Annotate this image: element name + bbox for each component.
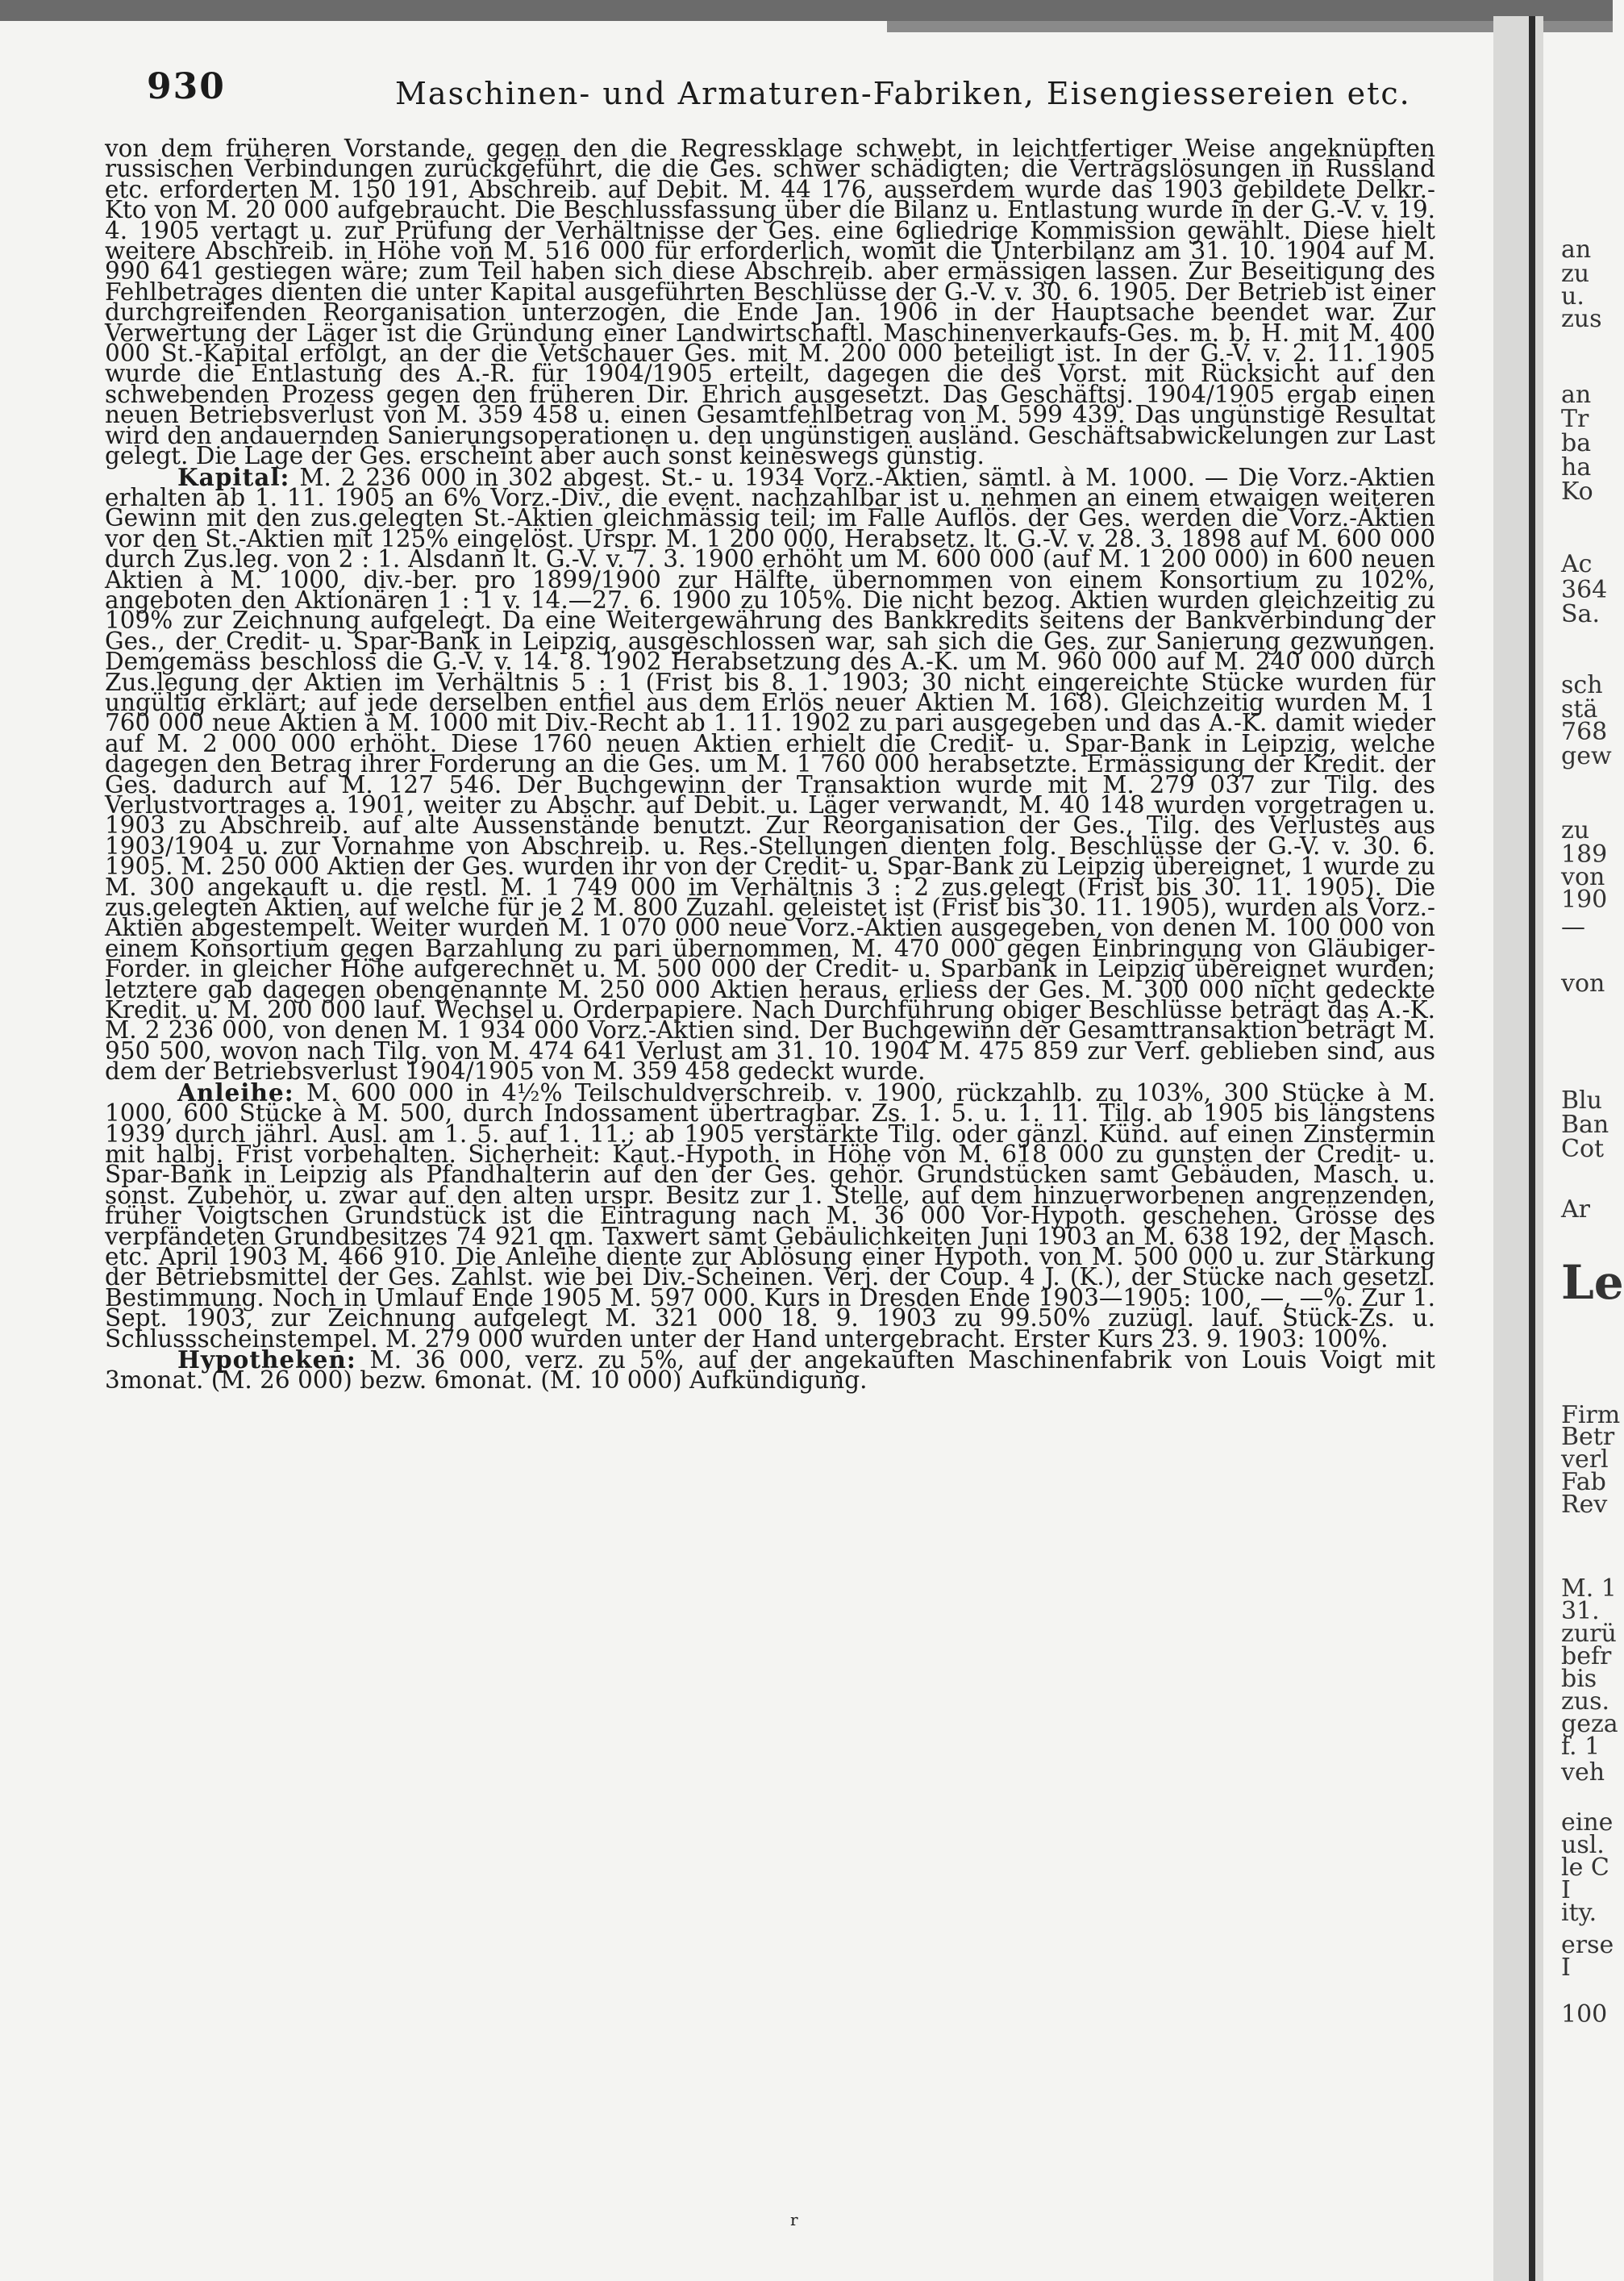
- adjacent-fragment: geza: [1561, 1710, 1618, 1738]
- adjacent-fragment: 768: [1561, 718, 1608, 746]
- adjacent-fragment: eine: [1561, 1808, 1614, 1837]
- adjacent-fragment: le C: [1561, 1854, 1609, 1882]
- kapital-label: Kapital:: [177, 462, 290, 491]
- adjacent-fragment: Tr: [1561, 405, 1589, 433]
- adjacent-fragment: sch: [1561, 671, 1603, 699]
- adjacent-fragment: Ac: [1561, 550, 1593, 578]
- document-page: [105, 48, 1435, 2258]
- hypotheken-text: M. 36 000, verz. zu 5%, auf der angekauften Maschinenfabrik von Louis Voigt mit 3monat. (M. 26 000) bezw. 6monat. (M. 10 000) Aufkündigung.: [105, 1345, 1435, 1395]
- adjacent-fragment: Sa.: [1561, 600, 1600, 628]
- page-number: 930: [147, 66, 226, 107]
- adjacent-fragment: 189: [1561, 840, 1608, 869]
- adjacent-fragment: erse: [1561, 1931, 1614, 1959]
- adjacent-fragment: ha: [1561, 453, 1592, 482]
- page-header: [105, 48, 1435, 121]
- book-gutter: [1493, 16, 1543, 2281]
- adjacent-fragment: Ban: [1561, 1111, 1609, 1139]
- scan-edge-top: [0, 0, 1613, 21]
- adjacent-fragment: Rev: [1561, 1491, 1608, 1519]
- adjacent-fragment: usl.: [1561, 1831, 1605, 1859]
- intro-paragraph: von dem früheren Vorstande, gegen den die Regressklage schwebt, in leichtfertiger Weise angeknüpften russischen Verbindungen zurückgeführt, die die Ges. schwer schädigten; die Vertragslösungen in Russland etc. erforderten M. 150 191, Abschreib. auf Debit. M. 44 176, ausserdem wurde das 1903 gebildete Delkr.-Kto von M. 20 000 aufgebraucht. Die Beschlussfassung über die Bilanz u. Entlastung wurde in der G.-V. v. 19. 4. 1905 vertagt u. zur Prüfung der Verhältnisse der Ges. eine 6gliedrige Kommission gewählt. Diese hielt weitere Abschreib. in Höhe von M. 516 000 für erforderlich, womit die Unterbilanz am 31. 10. 1904 auf M. 990 641 gestiegen wäre; zum Teil haben sich diese Abschreib. aber ermässigen lassen. Zur Beseitigung des Fehlbetrages dienten die unter Kapital ausgeführten Beschlüsse der G.-V. v. 30. 6. 1905. Der Betrieb ist einer durchgreifenden Reorganisation unterzogen, die Ende Jan. 1906 in der Hauptsache beendet war. Zur Verwertung der Läger ist die Gründung einer Landwirtschaftl. Maschinenverkaufs-Ges. m. b. H. mit M. 400 000 St.-Kapital erfolgt, an der die Vetschauer Ges. mit M. 200 000 beteiligt ist. In der G.-V. v. 2. 11. 1905 wurde die Entlastung des A.-R. für 1904/1905 erteilt, dagegen die des Vorst. mit Rücksicht auf den schwebenden Prozess gegen den früheren Dir. Ehrich ausgesetzt. Das Geschäftsj. 1904/1905 ergab einen neuen Betriebsverlust von M. 359 458 u. einen Gesamtfehlbetrag von M. 599 439. Das ungünstige Resultat wird den andauernden Sanierungsoperationen u. den ungünstigen ausländ. Geschäftsabwickelungen zur Last gelegt. Die Lage der Ges. erscheint aber auch sonst keineswegs günstig.: [105, 135, 1435, 470]
- adjacent-fragment: Blu: [1561, 1086, 1602, 1115]
- adjacent-fragment: I: [1561, 1876, 1571, 1904]
- adjacent-fragment: Firm: [1561, 1401, 1621, 1429]
- hypotheken-label: Hypotheken:: [177, 1345, 356, 1374]
- kapital-section: [105, 462, 1435, 1086]
- adjacent-fragment: f. 1: [1561, 1733, 1601, 1761]
- adjacent-fragment: bis: [1561, 1665, 1597, 1693]
- adjacent-fragment: Fab: [1561, 1468, 1606, 1496]
- adjacent-fragment: u.: [1561, 282, 1584, 311]
- adjacent-fragment: 190: [1561, 886, 1608, 914]
- anleihe-label: Anleihe:: [177, 1078, 294, 1107]
- adjacent-fragment: 31.: [1561, 1597, 1600, 1625]
- footer-mark: r: [790, 2210, 798, 2229]
- adjacent-fragment: zurü: [1561, 1620, 1617, 1648]
- adjacent-fragment: befr: [1561, 1642, 1612, 1670]
- adjacent-fragment: an: [1561, 236, 1592, 264]
- adjacent-fragment: Ar: [1561, 1195, 1591, 1224]
- adjacent-fragment: ity.: [1561, 1899, 1597, 1927]
- adjacent-fragment: Cot: [1561, 1135, 1605, 1163]
- adjacent-fragment: stä: [1561, 695, 1598, 723]
- adjacent-fragment: ba: [1561, 429, 1592, 457]
- adjacent-fragment: 100: [1561, 2000, 1608, 2029]
- anleihe-text: M. 600 000 in 4½% Teilschuldverschreib. v. 1900, rückzahlb. zu 103%, 300 Stücke à M. 1000, 600 Stücke à M. 500, durch Indossament übertragbar. Zs. 1. 5. u. 1. 11. Tilg. ab 1905 bis längstens 1939 durch jährl. Ausl. am 1. 5. auf 1. 11.; ab 1905 verstärkte Tilg. oder gänzl. Künd. auf einen Zinstermin mit halbj. Frist vorbehalten. Sicherheit: Kaut.-Hypoth. in Höhe von M. 618 000 zu gunsten der Credit- u. Spar-Bank in Leipzig als Pfandhalterin auf den der Ges. gehör. Grundstücken samt Gebäuden, Masch. u. sonst. Zubehör, u. zwar auf den alten urspr. Besitz zur 1. Stelle, auf dem hinzuerworbenen angrenzenden, früher Voigtschen Grundstück ist die Eintragung nach M. 36 000 Vor-Hypoth. geschehen. Grösse des verpfändeten Grundbesitzes 74 921 qm. Taxwert samt Gebäulichkeiten Juni 1903 an M. 638 192, der Masch. etc. April 1903 M. 466 910. Die Anleihe diente zur Ablösung einer Hypoth. von M. 500 000 u. zur Stärkung der Betriebsmittel der Ges. Zahlst. wie bei Div.-Scheinen. Verj. der Coup. 4 J. (K.), der Stücke nach gesetzl. Bestimmung. Noch in Umlauf Ende 1905 M. 597 000. Kurs in Dresden Ende 1903—1905: 100, —, —%. Zur 1. Sept. 1903, zur Zeichnung aufgelegt M. 321 000 18. 9. 1903 zu 99.50% zuzügl. lauf. Stück-Zs. u. Schlussscheinstempel. M. 279 000 wurden unter der Hand untergebracht. Erster Kurs 23. 9. 1903: 100%.: [105, 1078, 1435, 1353]
- kapital-text: M. 2 236 000 in 302 abgest. St.- u. 1934 Vorz.-Aktien, sämtl. à M. 1000. — Die Vorz.-Aktien erhalten ab 1. 11. 1905 an 6% Vorz.-Div., die event. nachzahlbar ist u. nehmen an einem etwaigen weiteren Gewinn mit den zus.gelegten St.-Aktien gleichmässig teil; im Falle Auflös. der Ges. werden die Vorz.-Aktien vor den St.-Aktien mit 125% eingelöst. Urspr. M. 1 200 000, Herabsetz. lt. G.-V. v. 28. 3. 1898 auf M. 600 000 durch Zus.leg. von 2 : 1. Alsdann lt. G.-V. v. 7. 3. 1900 erhöht um M. 600 000 (auf M. 1 200 000) in 600 neuen Aktien à M. 1000, div.-ber. pro 1899/1900 zur Hälfte, übernommen von einem Konsortium zu 102%, angeboten den Aktionären 1 : 1 v. 14.—27. 6. 1900 zu 105%. Die nicht bezog. Aktien wurden gleichzeitig zu 109% zur Zeichnung aufgelegt. Da eine Weitergewährung des Bankkredits seitens der Bankverbindung der Ges., der Credit- u. Spar-Bank in Leipzig, ausgeschlossen war, sah sich die Ges. zur Sanierung gezwungen. Demgemäss beschloss die G.-V. v. 14. 8. 1902 Herabsetzung des A.-K. um M. 960 000 auf M. 240 000 durch Zus.legung der Aktien im Verhältnis 5 : 1 (Frist bis 8. 1. 1903; 30 nicht eingereichte Stücke wurden für ungültig erklärt; auf jede derselben entfiel aus dem Erlös neuer Aktien M. 168). Gleichzeitig wurden M. 1 760 000 neue Aktien à M. 1000 mit Div.-Recht ab 1. 11. 1902 zu pari ausgegeben und das A.-K. damit wieder auf M. 2 000 000 erhöht. Diese 1760 neuen Aktien erhielt die Credit- u. Spar-Bank in Leipzig, welche dagegen den Betrag ihrer Forderung an die Ges. um M. 1 760 000 herabsetzte. Ermässigung der Kredit. der Ges. dadurch auf M. 127 546. Der Buchgewinn der Transaktion wurde mit M. 279 037 zur Tilg. des Verlustvortrages a. 1901, weiter zu Abschr. auf Debit. u. Läger verwandt, M. 40 148 wurden vorgetragen u. 1903 zu Abschreib. auf alte Aussenstände benutzt. Zur Reorganisation der Ges., Tilg. des Verlustes aus 1903/1904 u. zur Vornahme von Abschreib. u. Res.-Stellungen dienten folg. Beschlüsse der G.-V. v. 30. 6. 1905. M. 250 000 Aktien der Ges. wurden ihr von der Credit- u. Spar-Bank zu Leipzig übereignet, 1 wurde zu M. 300 angekauft u. die restl. M. 1 749 000 im Verhältnis 3 : 2 zus.gelegt (Frist bis 30. 11. 1905). Die zus.gelegten Aktien, auf welche für je 2 M. 800 Zuzahl. geleistet ist (Frist bis 30. 11. 1905), wurden als Vorz.-Aktien abgestempelt. Weiter wurden M. 1 070 000 neue Vorz.-Aktien ausgegeben, von denen M. 100 000 von einem Konsortium gegen Barzahlung zu pari übernommen, M. 470 000 gegen Einbringung von Gläubiger-Forder. in gleicher Höhe aufgerechnet u. M. 500 000 der Credit- u. Sparbank in Leipzig übereignet wurden; letztere gab dagegen obengenannte M. 250 000 Aktien heraus, erliess der Ges. M. 300 000 nicht gedeckte Kredit. u. M. 200 000 lauf. Wechsel u. Orderpapiere. Nach Durchführung obiger Beschlüsse beträgt das A.-K. M. 2 236 000, von denen M. 1 934 000 Vorz.-Aktien sind. Der Buchgewinn der Gesamttransaktion beträgt M. 950 500, wovon nach Tilg. von M. 474 641 Verlust am 31. 10. 1904 M. 475 859 zur Verf. geblieben sind, aus dem der Betriebsverlust 1904/1905 von M. 359 458 gedeckt wurde.: [105, 463, 1435, 1086]
- page-body: [105, 135, 1435, 1395]
- running-title: Maschinen- und Armaturen-Fabriken, Eisengiessereien etc.: [395, 76, 1411, 111]
- adjacent-fragment: an: [1561, 381, 1592, 409]
- adjacent-fragment: 364: [1561, 576, 1608, 604]
- adjacent-fragment: gew: [1561, 742, 1612, 770]
- gutter-shadow: [1529, 16, 1535, 2281]
- hypotheken-section: [105, 1345, 1435, 1395]
- adjacent-fragment: von: [1561, 970, 1605, 998]
- adjacent-fragment: Ko: [1561, 477, 1593, 506]
- adjacent-page-fragments: [1550, 0, 1624, 2281]
- adjacent-fragment: Le: [1561, 1255, 1624, 1310]
- adjacent-fragment: —: [1561, 913, 1585, 941]
- adjacent-fragment: zus.: [1561, 1687, 1610, 1716]
- adjacent-fragment: von: [1561, 863, 1605, 891]
- anleihe-section: [105, 1078, 1435, 1353]
- adjacent-fragment: zus: [1561, 305, 1602, 333]
- adjacent-fragment: zu: [1561, 816, 1590, 844]
- adjacent-fragment: zu: [1561, 260, 1590, 288]
- adjacent-fragment: verl: [1561, 1445, 1609, 1474]
- adjacent-fragment: veh: [1561, 1758, 1605, 1787]
- adjacent-fragment: M. 1: [1561, 1574, 1617, 1603]
- adjacent-fragment: I: [1561, 1954, 1571, 1982]
- adjacent-fragment: Betr: [1561, 1423, 1615, 1451]
